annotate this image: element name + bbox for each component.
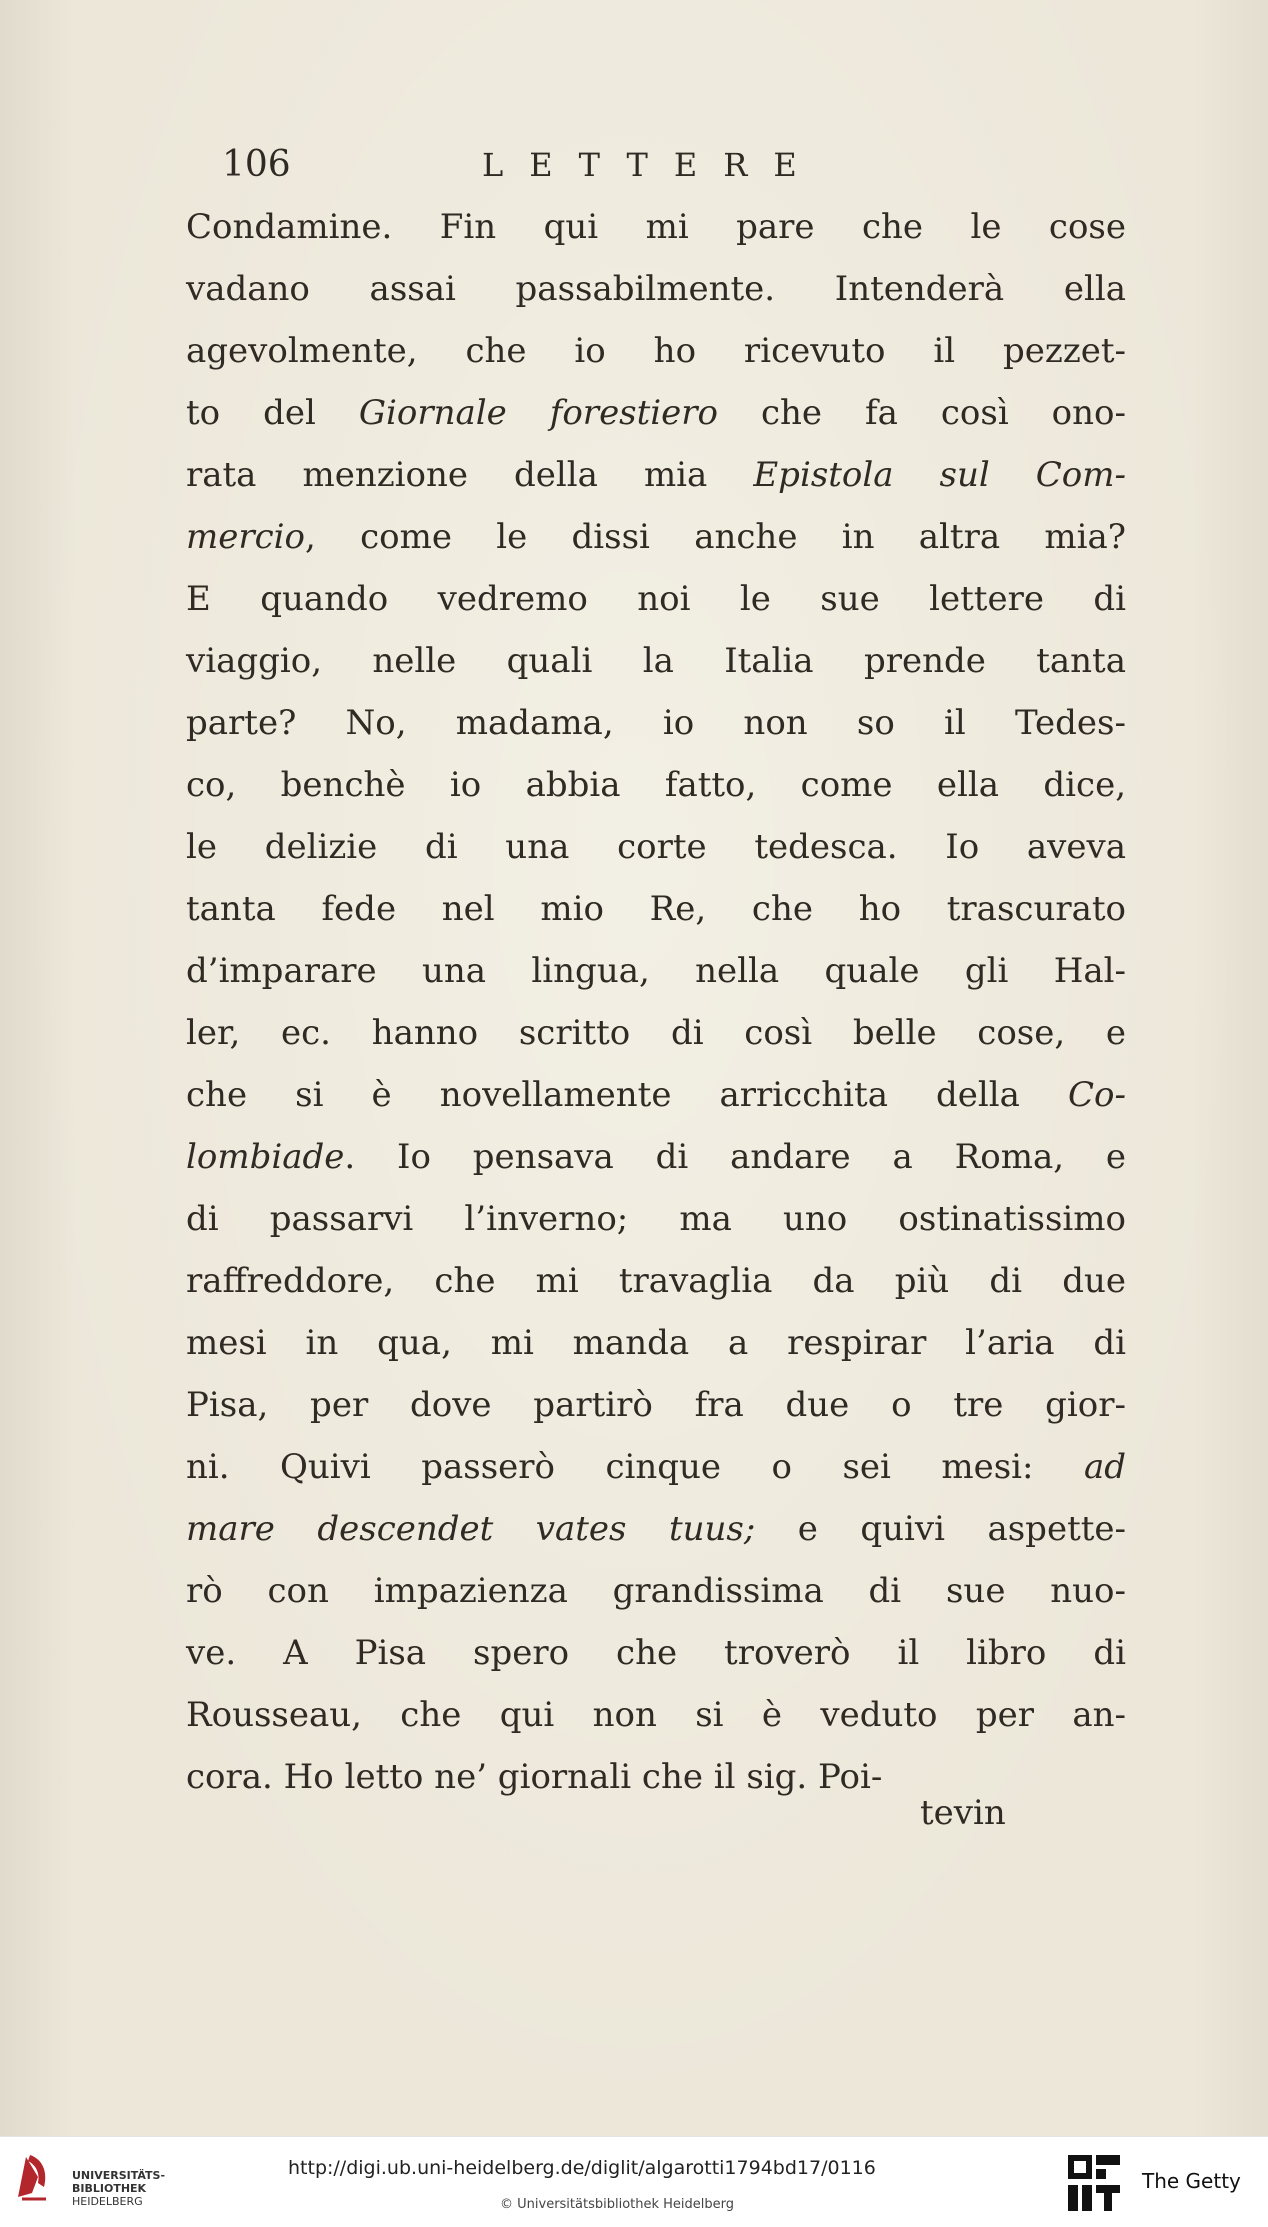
getty-logo-icon — [1064, 2151, 1124, 2215]
text-line — [186, 816, 1126, 878]
text-segment: raffreddore, che mi travaglia da più di due — [186, 1261, 1126, 1301]
footer-bar — [0, 2136, 1268, 2227]
text-segment: che fa così ono- — [718, 393, 1126, 433]
text-line — [186, 1312, 1126, 1374]
text-line — [186, 1498, 1126, 1560]
text-segment: le delizie di una corte tedesca. Io aveva — [186, 827, 1126, 867]
text-line — [186, 878, 1126, 940]
getty-label: The Getty — [1142, 2169, 1241, 2193]
italic-text: Giornale forestiero — [358, 393, 719, 433]
text-segment: agevolmente, che io ho ricevuto il pezzet- — [186, 331, 1126, 371]
text-line — [186, 258, 1126, 320]
body-text — [186, 196, 1126, 1808]
library-emblem-icon — [12, 2147, 56, 2203]
text-segment: co, benchè io abbia fatto, come ella dice, — [186, 765, 1126, 805]
text-line — [186, 1126, 1126, 1188]
text-segment: viaggio, nelle quali la Italia prende tanta — [186, 641, 1126, 681]
text-line — [186, 1622, 1126, 1684]
italic-text: lombiade — [186, 1137, 345, 1177]
text-line — [186, 1002, 1126, 1064]
library-name — [72, 2169, 165, 2208]
text-line — [186, 1374, 1126, 1436]
text-line — [186, 1188, 1126, 1250]
library-name-line3: HEIDELBERG — [72, 2195, 143, 2208]
text-line — [186, 1250, 1126, 1312]
text-line — [186, 692, 1126, 754]
italic-text: ad — [1083, 1447, 1126, 1487]
running-head: LETTERE — [482, 146, 823, 184]
page-header — [0, 140, 1268, 190]
text-segment: d’imparare una lingua, nella quale gli Hal- — [186, 951, 1126, 991]
text-segment: , come le dissi anche in altra mia? — [305, 517, 1126, 557]
text-line — [186, 320, 1126, 382]
italic-text: Co- — [1068, 1075, 1126, 1115]
text-segment: mesi in qua, mi manda a respirar l’aria di — [186, 1323, 1126, 1363]
text-segment: ve. A Pisa spero che troverò il libro di — [186, 1633, 1126, 1673]
text-segment: rò con impazienza grandissima di sue nuo- — [186, 1571, 1126, 1611]
text-segment: rata menzione della mia — [186, 455, 754, 495]
page-number: 106 — [222, 144, 291, 185]
text-segment: vadano assai passabilmente. Intenderà ella — [186, 269, 1126, 309]
text-segment: parte? No, madama, io non so il Tedes- — [186, 703, 1126, 743]
italic-text: mercio — [186, 517, 305, 557]
text-line — [186, 1560, 1126, 1622]
text-line — [186, 568, 1126, 630]
text-line — [186, 444, 1126, 506]
text-segment: cora. Ho letto ne’ giornali che il sig. Poi- — [186, 1757, 883, 1797]
permalink-url[interactable]: http://digi.ub.uni-heidelberg.de/diglit/algarotti1794bd17/0116 — [288, 2157, 876, 2179]
text-segment: e quivi aspette- — [755, 1509, 1126, 1549]
italic-text: mare descendet vates tuus; — [186, 1509, 756, 1549]
text-line — [186, 506, 1126, 568]
text-line — [186, 754, 1126, 816]
university-library-logo — [12, 2147, 172, 2217]
text-line — [186, 1684, 1126, 1746]
text-line — [186, 1436, 1126, 1498]
text-segment: E quando vedremo noi le sue lettere di — [186, 579, 1126, 619]
copyright-notice: © Universitätsbibliothek Heidelberg — [500, 2197, 735, 2212]
text-segment: Pisa, per dove partirò fra due o tre gior- — [186, 1385, 1126, 1425]
text-line — [186, 382, 1126, 444]
text-line — [186, 940, 1126, 1002]
text-segment: ler, ec. hanno scritto di così belle cose, e — [186, 1013, 1126, 1053]
italic-text: Epistola sul Com- — [753, 455, 1127, 495]
text-line — [186, 630, 1126, 692]
text-line — [186, 196, 1126, 258]
catchword: tevin — [920, 1793, 1006, 1833]
library-name-line1: UNIVERSITÄTS- — [72, 2169, 166, 2182]
library-name-line2: BIBLIOTHEK — [72, 2182, 147, 2195]
text-segment: ni. Quivi passerò cinque o sei mesi: — [186, 1447, 1084, 1487]
text-segment: tanta fede nel mio Re, che ho trascurato — [186, 889, 1126, 929]
text-segment: di passarvi l’inverno; ma uno ostinatissimo — [186, 1199, 1126, 1239]
text-segment: Rousseau, che qui non si è veduto per an- — [186, 1695, 1126, 1735]
text-segment: to del — [186, 393, 359, 433]
text-line — [186, 1064, 1126, 1126]
text-segment: . Io pensava di andare a Roma, e — [344, 1137, 1126, 1177]
text-segment: che si è novellamente arricchita della — [186, 1075, 1069, 1115]
text-segment: Condamine. Fin qui mi pare che le cose — [186, 207, 1126, 247]
